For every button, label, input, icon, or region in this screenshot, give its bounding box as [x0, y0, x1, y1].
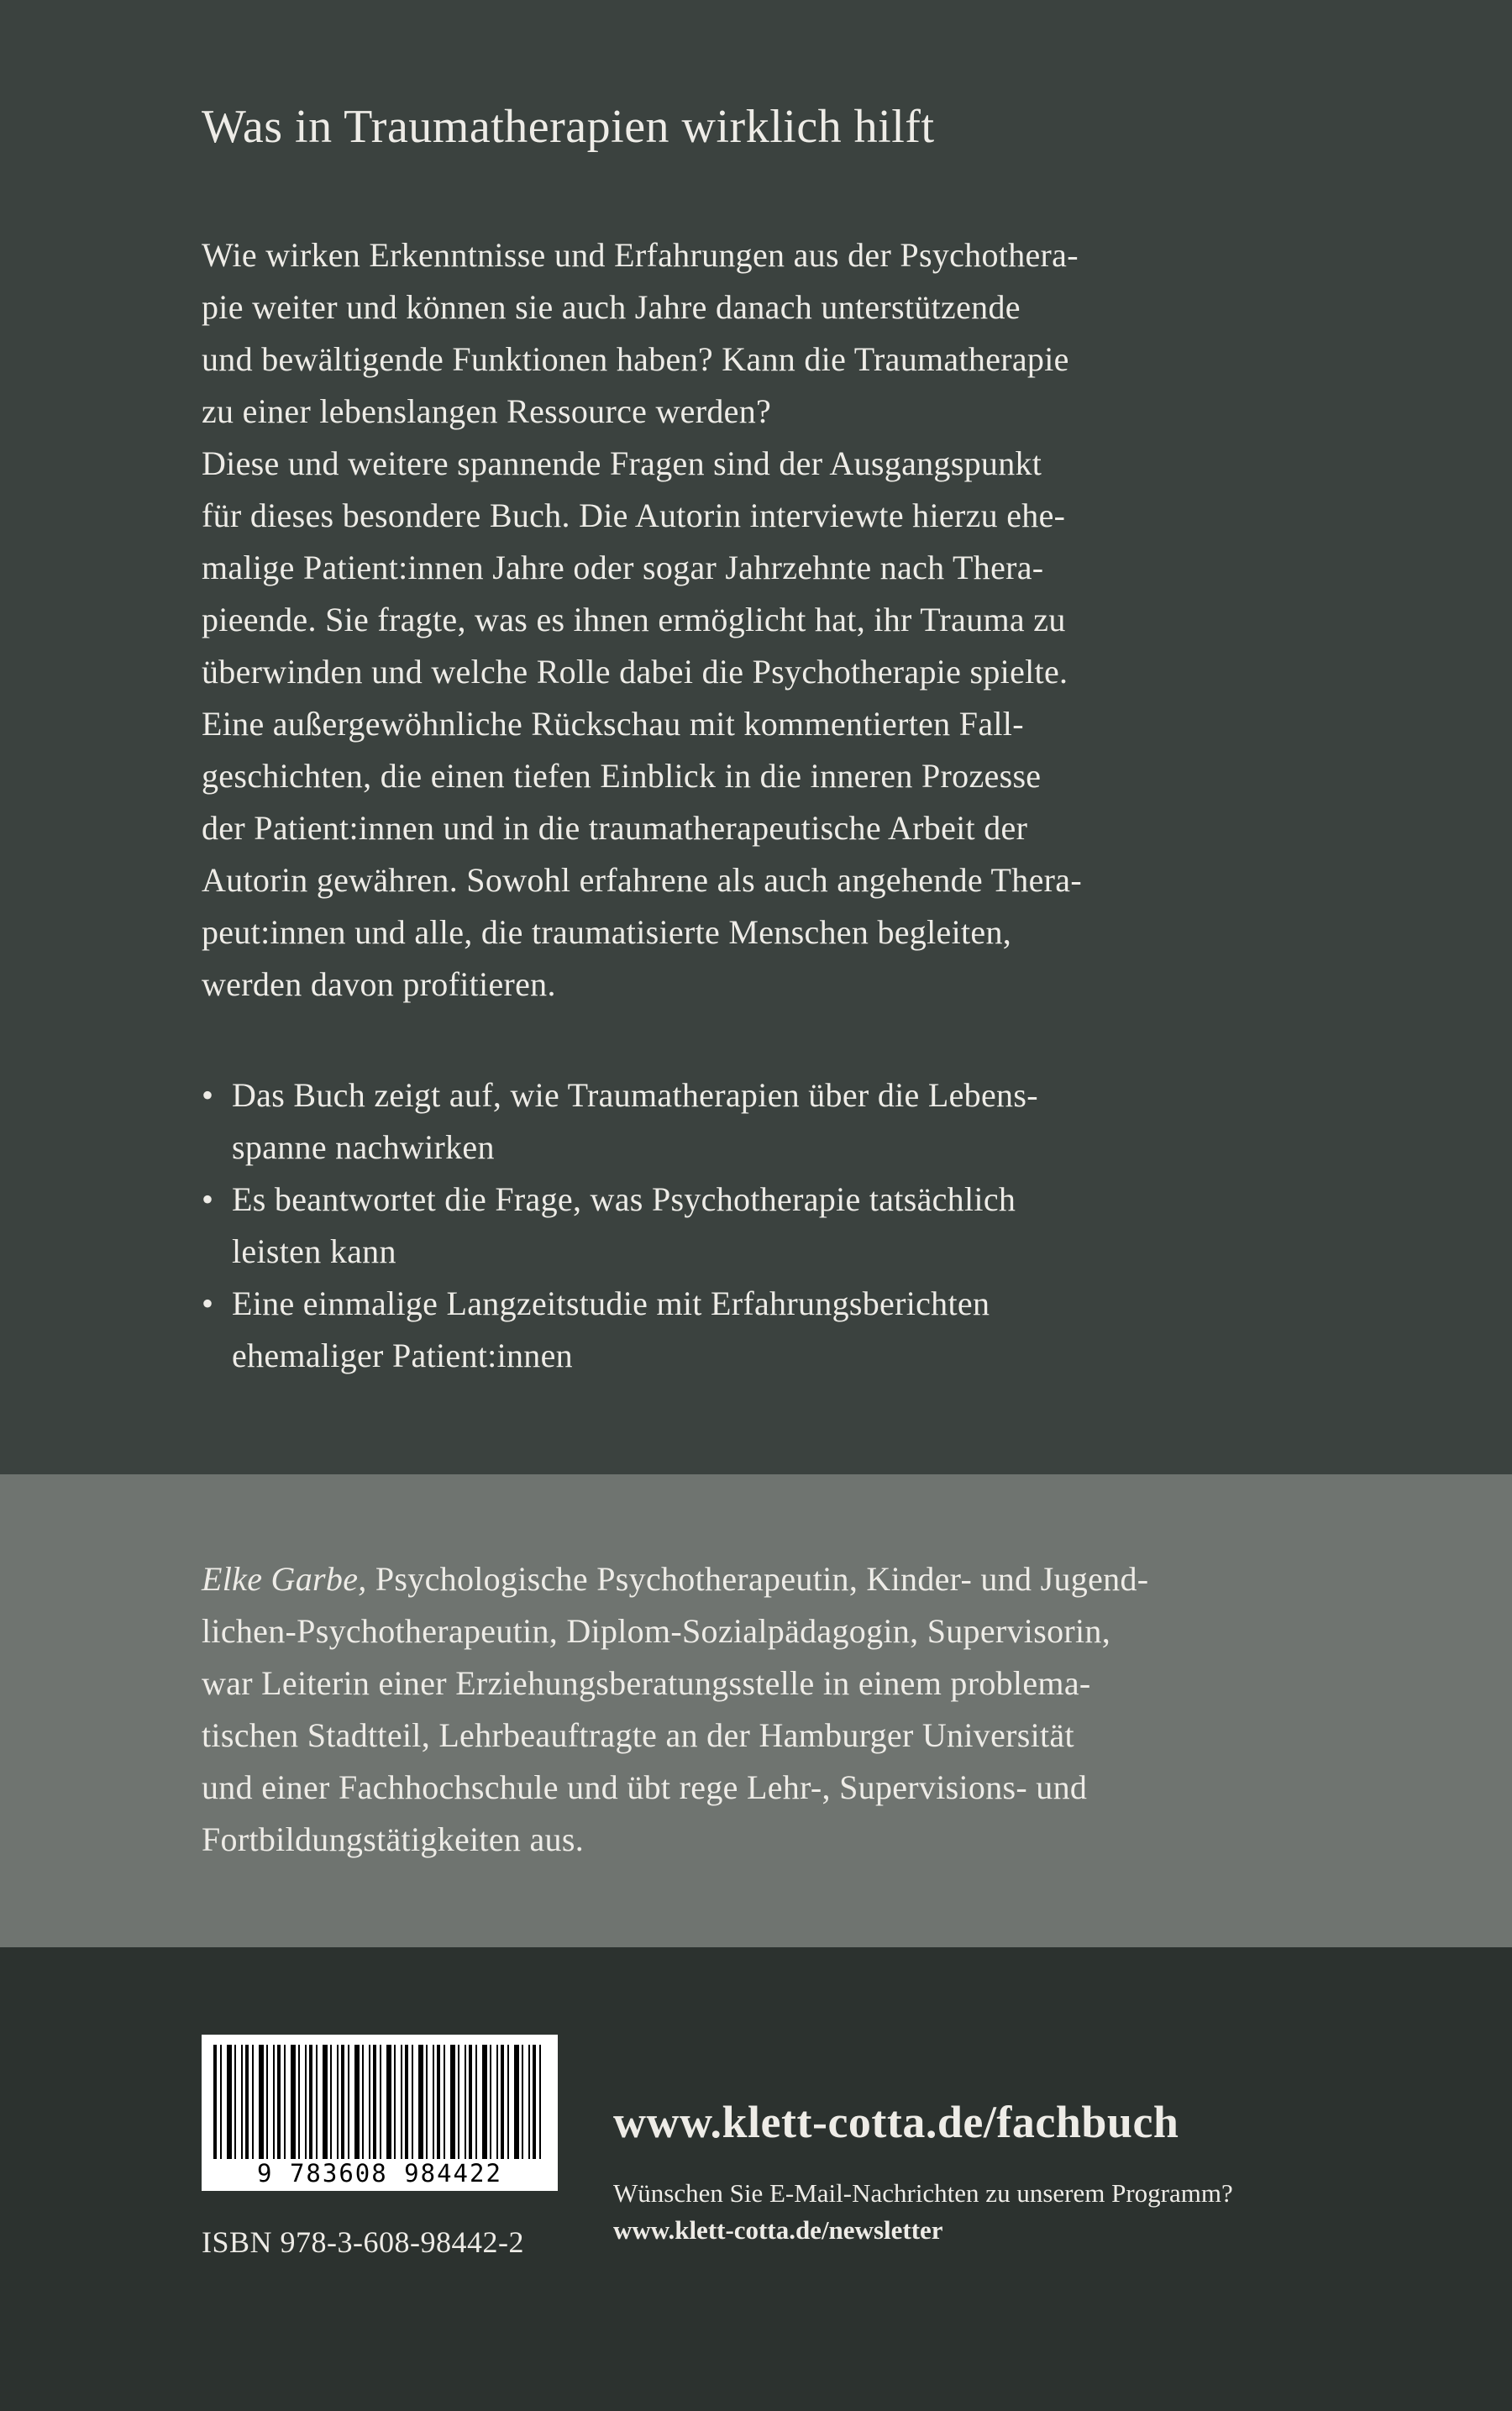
newsletter-prompt: Wünschen Sie E-Mail-Nachrichten zu unserem Programm? [613, 2177, 1233, 2208]
barcode-block [202, 2035, 558, 2260]
barcode-bars-icon [213, 2045, 546, 2159]
page-title: Was in Traumatherapien wirklich hilft [202, 101, 935, 153]
description-text: Wie wirken Erkenntnisse und Erfahrungen aus der Psychothera- pie weiter und können sie auch Jahre danach unterstützende und bewältigende Funktionen haben? Kann die Traumatherapie zu einer lebenslangen Ressource werden? Diese und weitere spannende Fragen sind der Ausgangspunkt für dieses besondere Buch. Die Autorin interviewte hierzu ehe- malige Patient:innen Jahre oder sogar Jahrzehnte nach Thera- pieende. Sie fragte, was es ihnen ermöglicht hat, ihr Trauma zu überwinden und welche Rolle dabei die Psychotherapie spielte. Eine außergewöhnliche Rückschau mit kommentierten Fall- geschichten, die einen tiefen Einblick in die inneren Prozesse der Patient:innen und in die traumatherapeutische Arbeit der Autorin gewähren. Sowohl erfahrene als auch angehende Thera- peut:innen und alle, die traumatisierte Menschen begleiten, werden davon profitieren. [202, 236, 1082, 1004]
key-point-item: • Es beantwortet die Frage, was Psychotherapie tatsächlich leisten kann [202, 1174, 1394, 1278]
publisher-links [613, 2035, 1233, 2247]
author-bio [202, 1553, 1411, 1866]
key-point-item: • Eine einmalige Langzeitstudie mit Erfahrungsberichten ehemaliger Patient:innen [202, 1278, 1394, 1382]
author-section [0, 1474, 1512, 1947]
footer-section [0, 1947, 1512, 2411]
barcode [202, 2035, 558, 2191]
author-bio-text: Psychologische Psychotherapeutin, Kinder- und Jugend- lichen-Psychotherapeutin, Diplom-Sozialpädagogin, Supervisorin, war Leiterin einer Erziehungsberatungsstelle in einem problema- tischen Stadtteil, Lehrbeauftragte an der Hamburger Universität und einer Fachhochschule und übt rege Lehr-, Supervisions- und Fortbildungstätigkeiten aus. [202, 1560, 1149, 1858]
isbn-label: ISBN 978-3-608-98442-2 [202, 2225, 524, 2259]
author-name: Elke Garbe, [202, 1560, 367, 1598]
barcode-number: 9 783608 984422 [257, 2159, 502, 2188]
fachbuch-url: www.klett-cotta.de/fachbuch [613, 2097, 1179, 2147]
key-point-item: • Das Buch zeigt auf, wie Traumatherapien über die Lebens- spanne nachwirken [202, 1069, 1394, 1174]
newsletter-url: www.klett-cotta.de/newsletter [613, 2215, 943, 2246]
key-points-list [202, 1069, 1394, 1382]
